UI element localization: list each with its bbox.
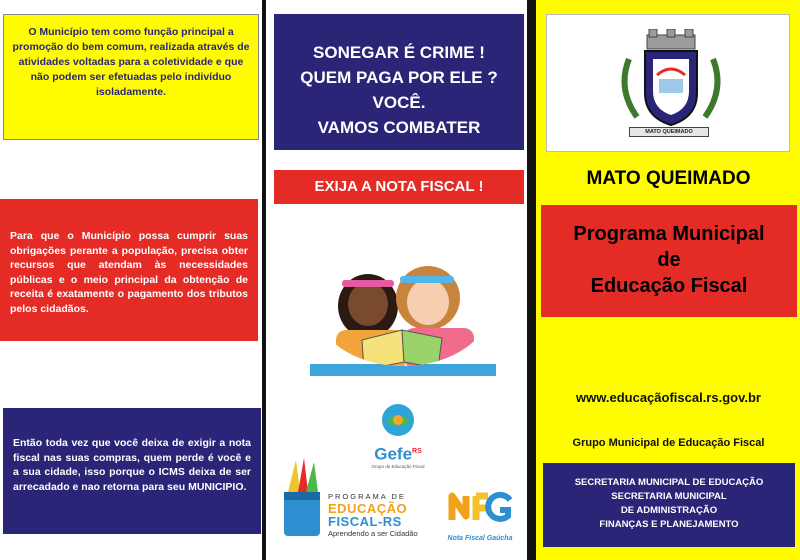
gefe-subtitle: Grupo de Educação Fiscal — [371, 463, 425, 469]
program-box — [541, 205, 797, 317]
gefe-logo — [366, 402, 430, 469]
slogan-line-2: QUEM PAGA POR ELE ? — [300, 68, 498, 87]
coat-of-arms-icon — [611, 29, 731, 141]
nfg-logo — [442, 486, 518, 542]
website-text: www.educaçãofiscal.rs.gov.br — [576, 390, 761, 405]
secretaria-line-3: DE ADMINISTRAÇÃO — [620, 505, 718, 516]
cta-text: EXIJA A NOTA FISCAL ! — [314, 178, 484, 195]
gefe-sup: RS — [412, 448, 422, 455]
programa-line-2: FISCAL-RS — [328, 514, 402, 529]
programa-label: PROGRAMA DE — [328, 492, 406, 501]
secretaria-line-4: FINANÇAS E PLANEJAMENTO — [599, 519, 739, 530]
obligations-text: Para que o Município possa cumprir suas obrigações perante a população, precisa obter recursos que atendam às necessidades públicas e o meio principal da obtenção de receita é exatamente o pagamento dos tributos pelos cidadãos. — [10, 230, 248, 315]
kids-reading-photo — [300, 236, 506, 382]
slogan-line-4: VAMOS COMBATER — [317, 118, 481, 137]
group-text: Grupo Municipal de Educação Fiscal — [572, 437, 765, 449]
secretaria-line-2: SECRETARIA MUNICIPAL — [611, 491, 727, 502]
icms-box — [3, 408, 261, 534]
pencil-cup-icon — [280, 458, 326, 542]
nfg-caption: Nota Fiscal Gaúcha — [447, 535, 513, 542]
programa-educacao-fiscal-logo — [280, 458, 430, 542]
intro-text: O Município tem como função principal a promoção do bem comum, realizada através de atividades voltadas para a coletividade e que não podem ser efetuadas pelo indivíduo isoladamente. — [12, 26, 250, 98]
handshake-icon — [366, 402, 430, 442]
icms-text: Então toda vez que você deixa de exigir a nota fiscal nas suas compras, quem perde é você e a sua cidade, isso porque o ICMS deixa de ser arrecadado e nao retorna para seu MUNICIPIO. — [13, 437, 251, 493]
programa-tagline: Aprendendo a ser Cidadão — [328, 529, 418, 538]
gefe-name: Gefe — [374, 444, 413, 464]
crest-box — [546, 14, 790, 152]
nfg-mark-icon — [442, 486, 518, 530]
programa-line-1: EDUCAÇÃO — [328, 501, 408, 516]
slogan-line-3: VOCÊ. — [372, 93, 426, 112]
program-line-2: de — [657, 249, 681, 271]
program-line-1: Programa Municipal — [573, 223, 765, 245]
program-line-3: Educação Fiscal — [590, 275, 748, 297]
slogan-line-1: SONEGAR É CRIME ! — [313, 43, 485, 62]
intro-box — [3, 14, 259, 140]
secretaria-box — [543, 463, 795, 547]
obligations-box — [0, 199, 258, 341]
secretaria-line-1: SECRETARIA MUNICIPAL DE EDUCAÇÃO — [574, 477, 764, 488]
city-name: MATO QUEIMADO — [586, 168, 751, 189]
slogan-box — [274, 14, 524, 150]
cta-box — [274, 170, 524, 204]
crest-ribbon: MATO QUEIMADO — [629, 127, 709, 137]
